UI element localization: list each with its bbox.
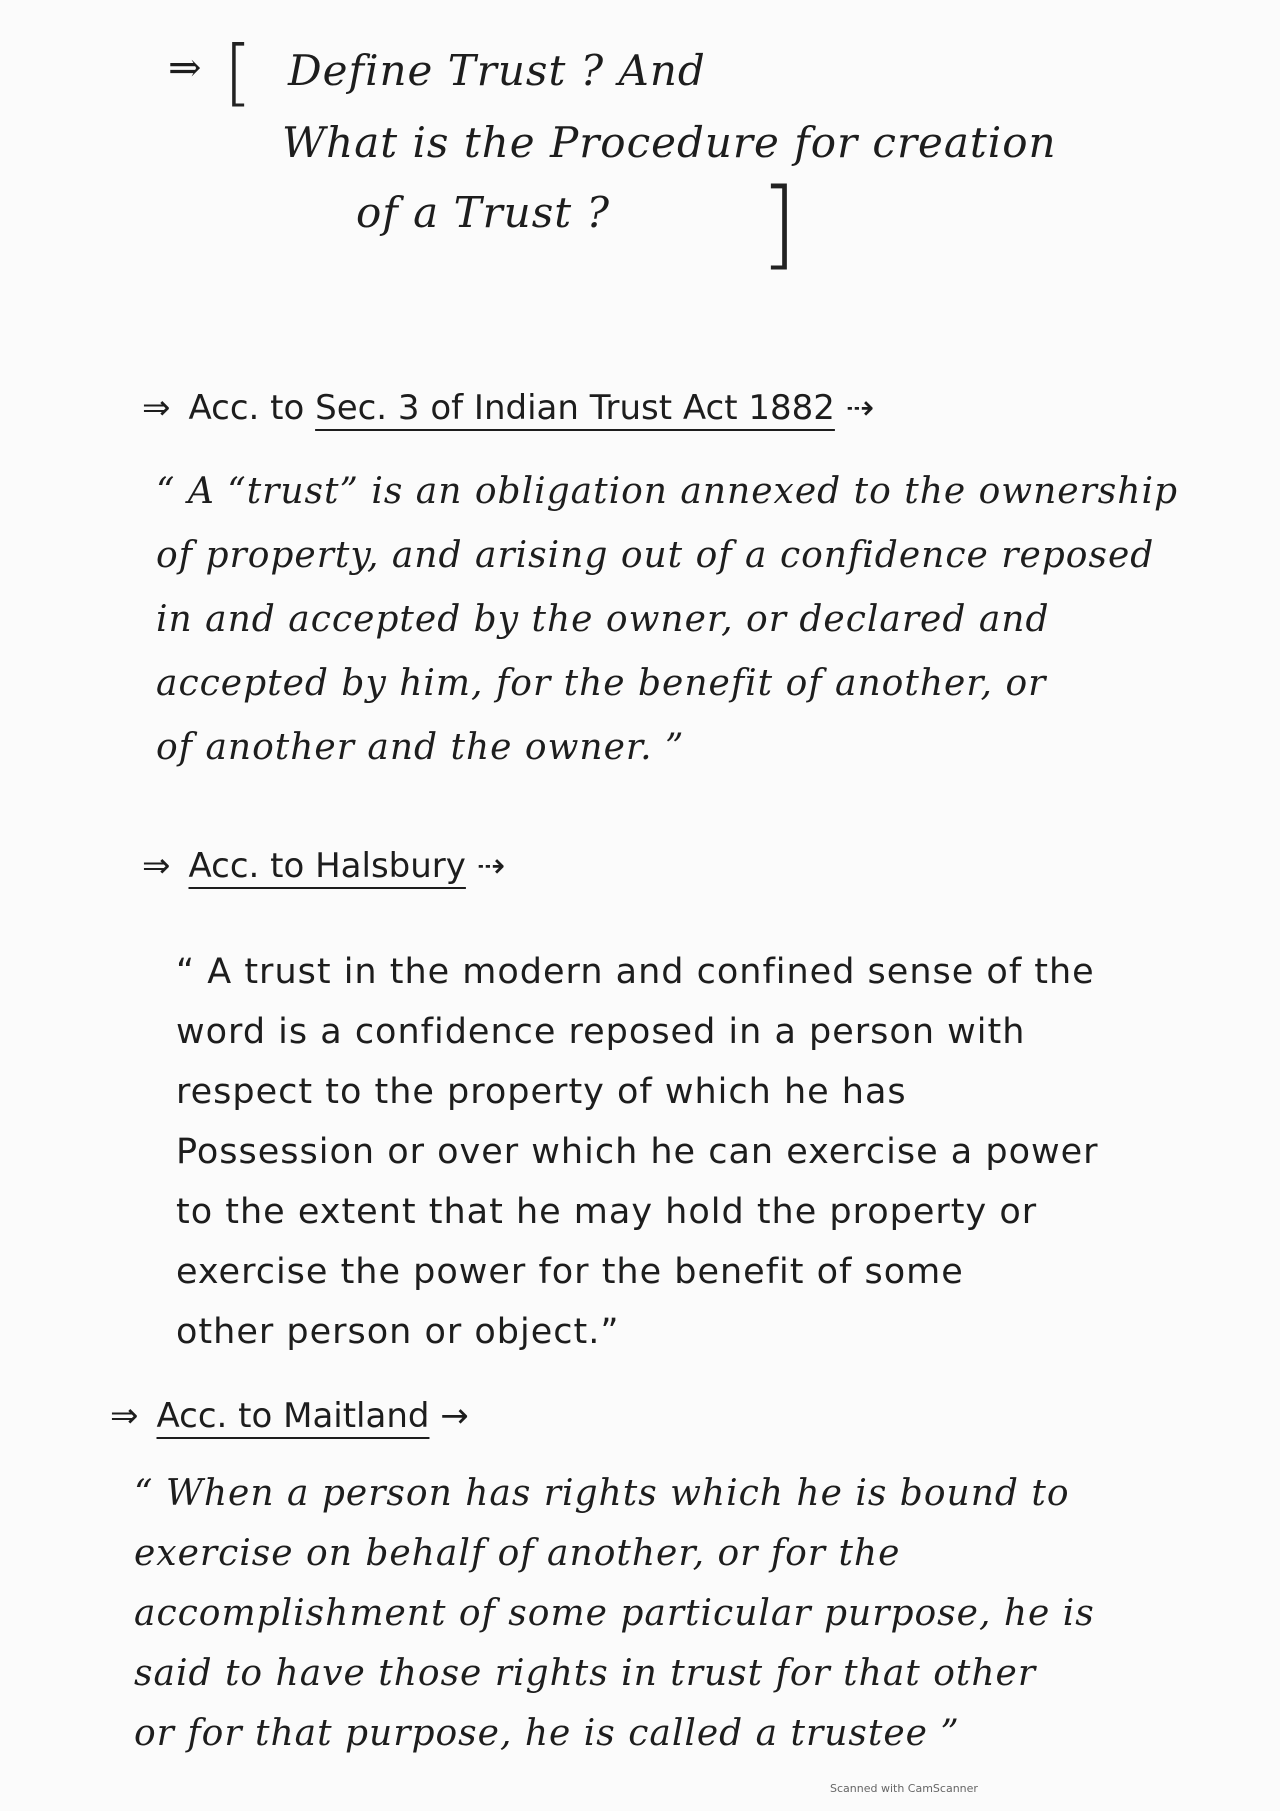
quote-line: of property, and arising out of a confidence reposed bbox=[156, 535, 1155, 576]
quote-halsbury bbox=[176, 942, 1099, 1362]
quote-line: to the extent that he may hold the property or bbox=[176, 1192, 1038, 1232]
title-bracket-open: [ bbox=[224, 30, 253, 114]
quote-maitland bbox=[134, 1464, 1095, 1764]
quote-line: other person or object.” bbox=[176, 1312, 620, 1352]
quote-line: accomplishment of some particular purpose, he is bbox=[134, 1593, 1095, 1634]
quote-line: “ A trust in the modern and confined sense of the bbox=[176, 952, 1095, 992]
title-bracket-close: ] bbox=[760, 168, 798, 280]
quote-line: Possession or over which he can exercise a power bbox=[176, 1132, 1099, 1172]
quote-indian-trust-act bbox=[156, 460, 1178, 780]
quote-line: “ A “trust” is an obligation annexed to the ownership bbox=[156, 471, 1179, 512]
quote-line: said to have those rights in trust for that other bbox=[134, 1653, 1037, 1694]
quote-line: accepted by him, for the benefit of another, or bbox=[156, 663, 1047, 704]
heading-suffix: ⇢ bbox=[465, 846, 506, 886]
quote-line: exercise the power for the benefit of some bbox=[176, 1252, 964, 1292]
arrow-icon: ⇒ bbox=[110, 1396, 139, 1436]
heading-prefix: Acc. to bbox=[188, 388, 316, 428]
title-line-1: Define Trust ? And bbox=[288, 46, 706, 95]
heading-suffix: ⇢ bbox=[834, 388, 875, 428]
quote-line: word is a confidence reposed in a person with bbox=[176, 1012, 1026, 1052]
quote-line: in and accepted by the owner, or declared and bbox=[156, 599, 1050, 640]
quote-line: respect to the property of which he has bbox=[176, 1072, 907, 1112]
quote-line: or for that purpose, he is called a trustee ” bbox=[134, 1713, 960, 1754]
section-heading-halsbury bbox=[142, 846, 505, 886]
arrow-icon: ⇒ bbox=[142, 846, 171, 886]
quote-line: “ When a person has rights which he is bound to bbox=[134, 1473, 1070, 1514]
title-arrow-icon: ⇒ bbox=[168, 45, 203, 91]
arrow-icon: ⇒ bbox=[142, 388, 171, 428]
title-line-3: of a Trust ? bbox=[356, 188, 611, 237]
title-line-2: What is the Procedure for creation bbox=[282, 118, 1057, 167]
section-heading-maitland bbox=[110, 1396, 469, 1436]
heading-underlined: Acc. to Maitland bbox=[156, 1396, 430, 1436]
scanner-watermark: Scanned with CamScanner bbox=[830, 1782, 978, 1795]
heading-underlined: Sec. 3 of Indian Trust Act 1882 bbox=[315, 388, 835, 428]
heading-underlined: Acc. to Halsbury bbox=[188, 846, 466, 886]
quote-line: exercise on behalf of another, or for the bbox=[134, 1533, 901, 1574]
section-heading-indian-trust-act bbox=[142, 388, 874, 428]
quote-line: of another and the owner. ” bbox=[156, 727, 685, 768]
heading-suffix: → bbox=[429, 1396, 469, 1436]
